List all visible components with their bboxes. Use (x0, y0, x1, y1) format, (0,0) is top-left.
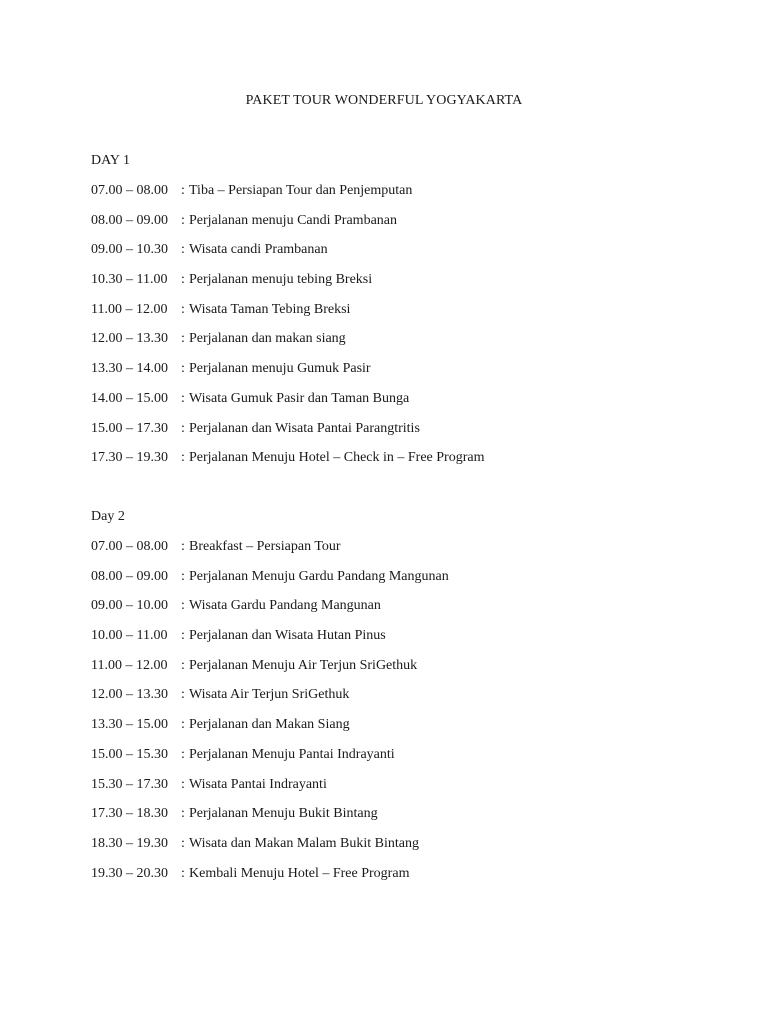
activity: Perjalanan Menuju Bukit Bintang (189, 806, 378, 822)
time-range: 13.30 – 14.00 (91, 361, 168, 377)
schedule-row (91, 835, 449, 865)
time-range: 15.30 – 17.30 (91, 776, 168, 792)
separator: : (181, 301, 185, 317)
schedule-row (91, 657, 449, 687)
time-range: 14.00 – 15.00 (91, 390, 168, 406)
schedule-row (91, 627, 449, 657)
separator: : (181, 361, 185, 377)
schedule-row (91, 182, 484, 212)
activity: Wisata candi Prambanan (189, 242, 328, 258)
time-range: 12.00 – 13.30 (91, 687, 168, 703)
separator: : (181, 865, 185, 881)
separator: : (181, 420, 185, 436)
activity: Perjalanan menuju Candi Prambanan (189, 212, 397, 228)
time-range: 11.00 – 12.00 (91, 301, 168, 317)
separator: : (181, 776, 185, 792)
schedule-row (91, 360, 484, 390)
schedule-row (91, 746, 449, 776)
activity: Perjalanan menuju Gumuk Pasir (189, 361, 371, 377)
activity: Wisata dan Makan Malam Bukit Bintang (189, 835, 420, 851)
separator: : (181, 687, 185, 703)
activity: Wisata Pantai Indrayanti (189, 776, 327, 792)
day-1-schedule (91, 182, 484, 479)
separator: : (181, 183, 185, 198)
activity: Perjalanan dan Makan Siang (189, 717, 350, 733)
separator: : (181, 272, 185, 288)
day-2-schedule (91, 538, 449, 894)
separator: : (181, 628, 185, 644)
activity: Perjalanan menuju tebing Breksi (189, 272, 373, 288)
activity: Wisata Gardu Pandang Mangunan (189, 598, 381, 614)
schedule-row (91, 390, 484, 420)
activity: Perjalanan Menuju Air Terjun SriGethuk (189, 657, 418, 673)
time-range: 15.00 – 15.30 (91, 746, 168, 762)
time-range: 13.30 – 15.00 (91, 717, 168, 733)
time-range: 19.30 – 20.30 (91, 865, 168, 881)
activity: Perjalanan Menuju Gardu Pandang Mangunan (189, 568, 449, 584)
separator: : (181, 717, 185, 733)
schedule-row (91, 805, 449, 835)
activity: Perjalanan dan Wisata Hutan Pinus (189, 628, 386, 644)
separator: : (181, 539, 185, 554)
activity: Kembali Menuju Hotel – Free Program (189, 865, 410, 881)
separator: : (181, 212, 185, 228)
time-range: 10.30 – 11.00 (91, 272, 168, 288)
time-range: 17.30 – 18.30 (91, 806, 168, 822)
schedule-row (91, 716, 449, 746)
separator: : (181, 598, 185, 614)
time-range: 17.30 – 19.30 (91, 450, 168, 466)
schedule-row (91, 568, 449, 598)
time-range: 11.00 – 12.00 (91, 657, 168, 673)
separator: : (181, 331, 185, 347)
activity: Breakfast – Persiapan Tour (189, 539, 341, 554)
activity: Wisata Air Terjun SriGethuk (189, 687, 350, 703)
activity: Perjalanan Menuju Pantai Indrayanti (189, 746, 395, 762)
schedule-row (91, 865, 449, 895)
separator: : (181, 390, 185, 406)
schedule-row (91, 449, 484, 479)
schedule-row (91, 212, 484, 242)
separator: : (181, 746, 185, 762)
time-range: 15.00 – 17.30 (91, 420, 168, 436)
time-range: 18.30 – 19.30 (91, 835, 168, 851)
document-title: PAKET TOUR WONDERFUL YOGYAKARTA (245, 93, 523, 108)
time-range: 07.00 – 08.00 (91, 539, 168, 554)
time-range: 08.00 – 09.00 (91, 568, 168, 584)
day-2-heading: Day 2 (91, 509, 125, 524)
activity: Wisata Gumuk Pasir dan Taman Bunga (189, 390, 410, 406)
time-range: 09.00 – 10.30 (91, 242, 168, 258)
schedule-row (91, 330, 484, 360)
activity: Perjalanan dan makan siang (189, 331, 346, 347)
separator: : (181, 806, 185, 822)
time-range: 10.00 – 11.00 (91, 628, 168, 644)
time-range: 09.00 – 10.00 (91, 598, 168, 614)
separator: : (181, 568, 185, 584)
schedule-row (91, 538, 449, 568)
activity: Perjalanan dan Wisata Pantai Parangtritis (189, 420, 420, 436)
schedule-row (91, 776, 449, 806)
schedule-row (91, 420, 484, 450)
schedule-row (91, 271, 484, 301)
activity: Wisata Taman Tebing Breksi (189, 301, 351, 317)
separator: : (181, 835, 185, 851)
separator: : (181, 450, 185, 466)
activity: Perjalanan Menuju Hotel – Check in – Free Program (189, 450, 485, 466)
day-1-heading: DAY 1 (91, 153, 131, 168)
schedule-row (91, 301, 484, 331)
separator: : (181, 242, 185, 258)
time-range: 12.00 – 13.30 (91, 331, 168, 347)
schedule-row (91, 241, 484, 271)
schedule-row (91, 686, 449, 716)
activity: Tiba – Persiapan Tour dan Penjemputan (189, 183, 413, 198)
time-range: 07.00 – 08.00 (91, 183, 168, 198)
time-range: 08.00 – 09.00 (91, 212, 168, 228)
separator: : (181, 657, 185, 673)
schedule-row (91, 597, 449, 627)
